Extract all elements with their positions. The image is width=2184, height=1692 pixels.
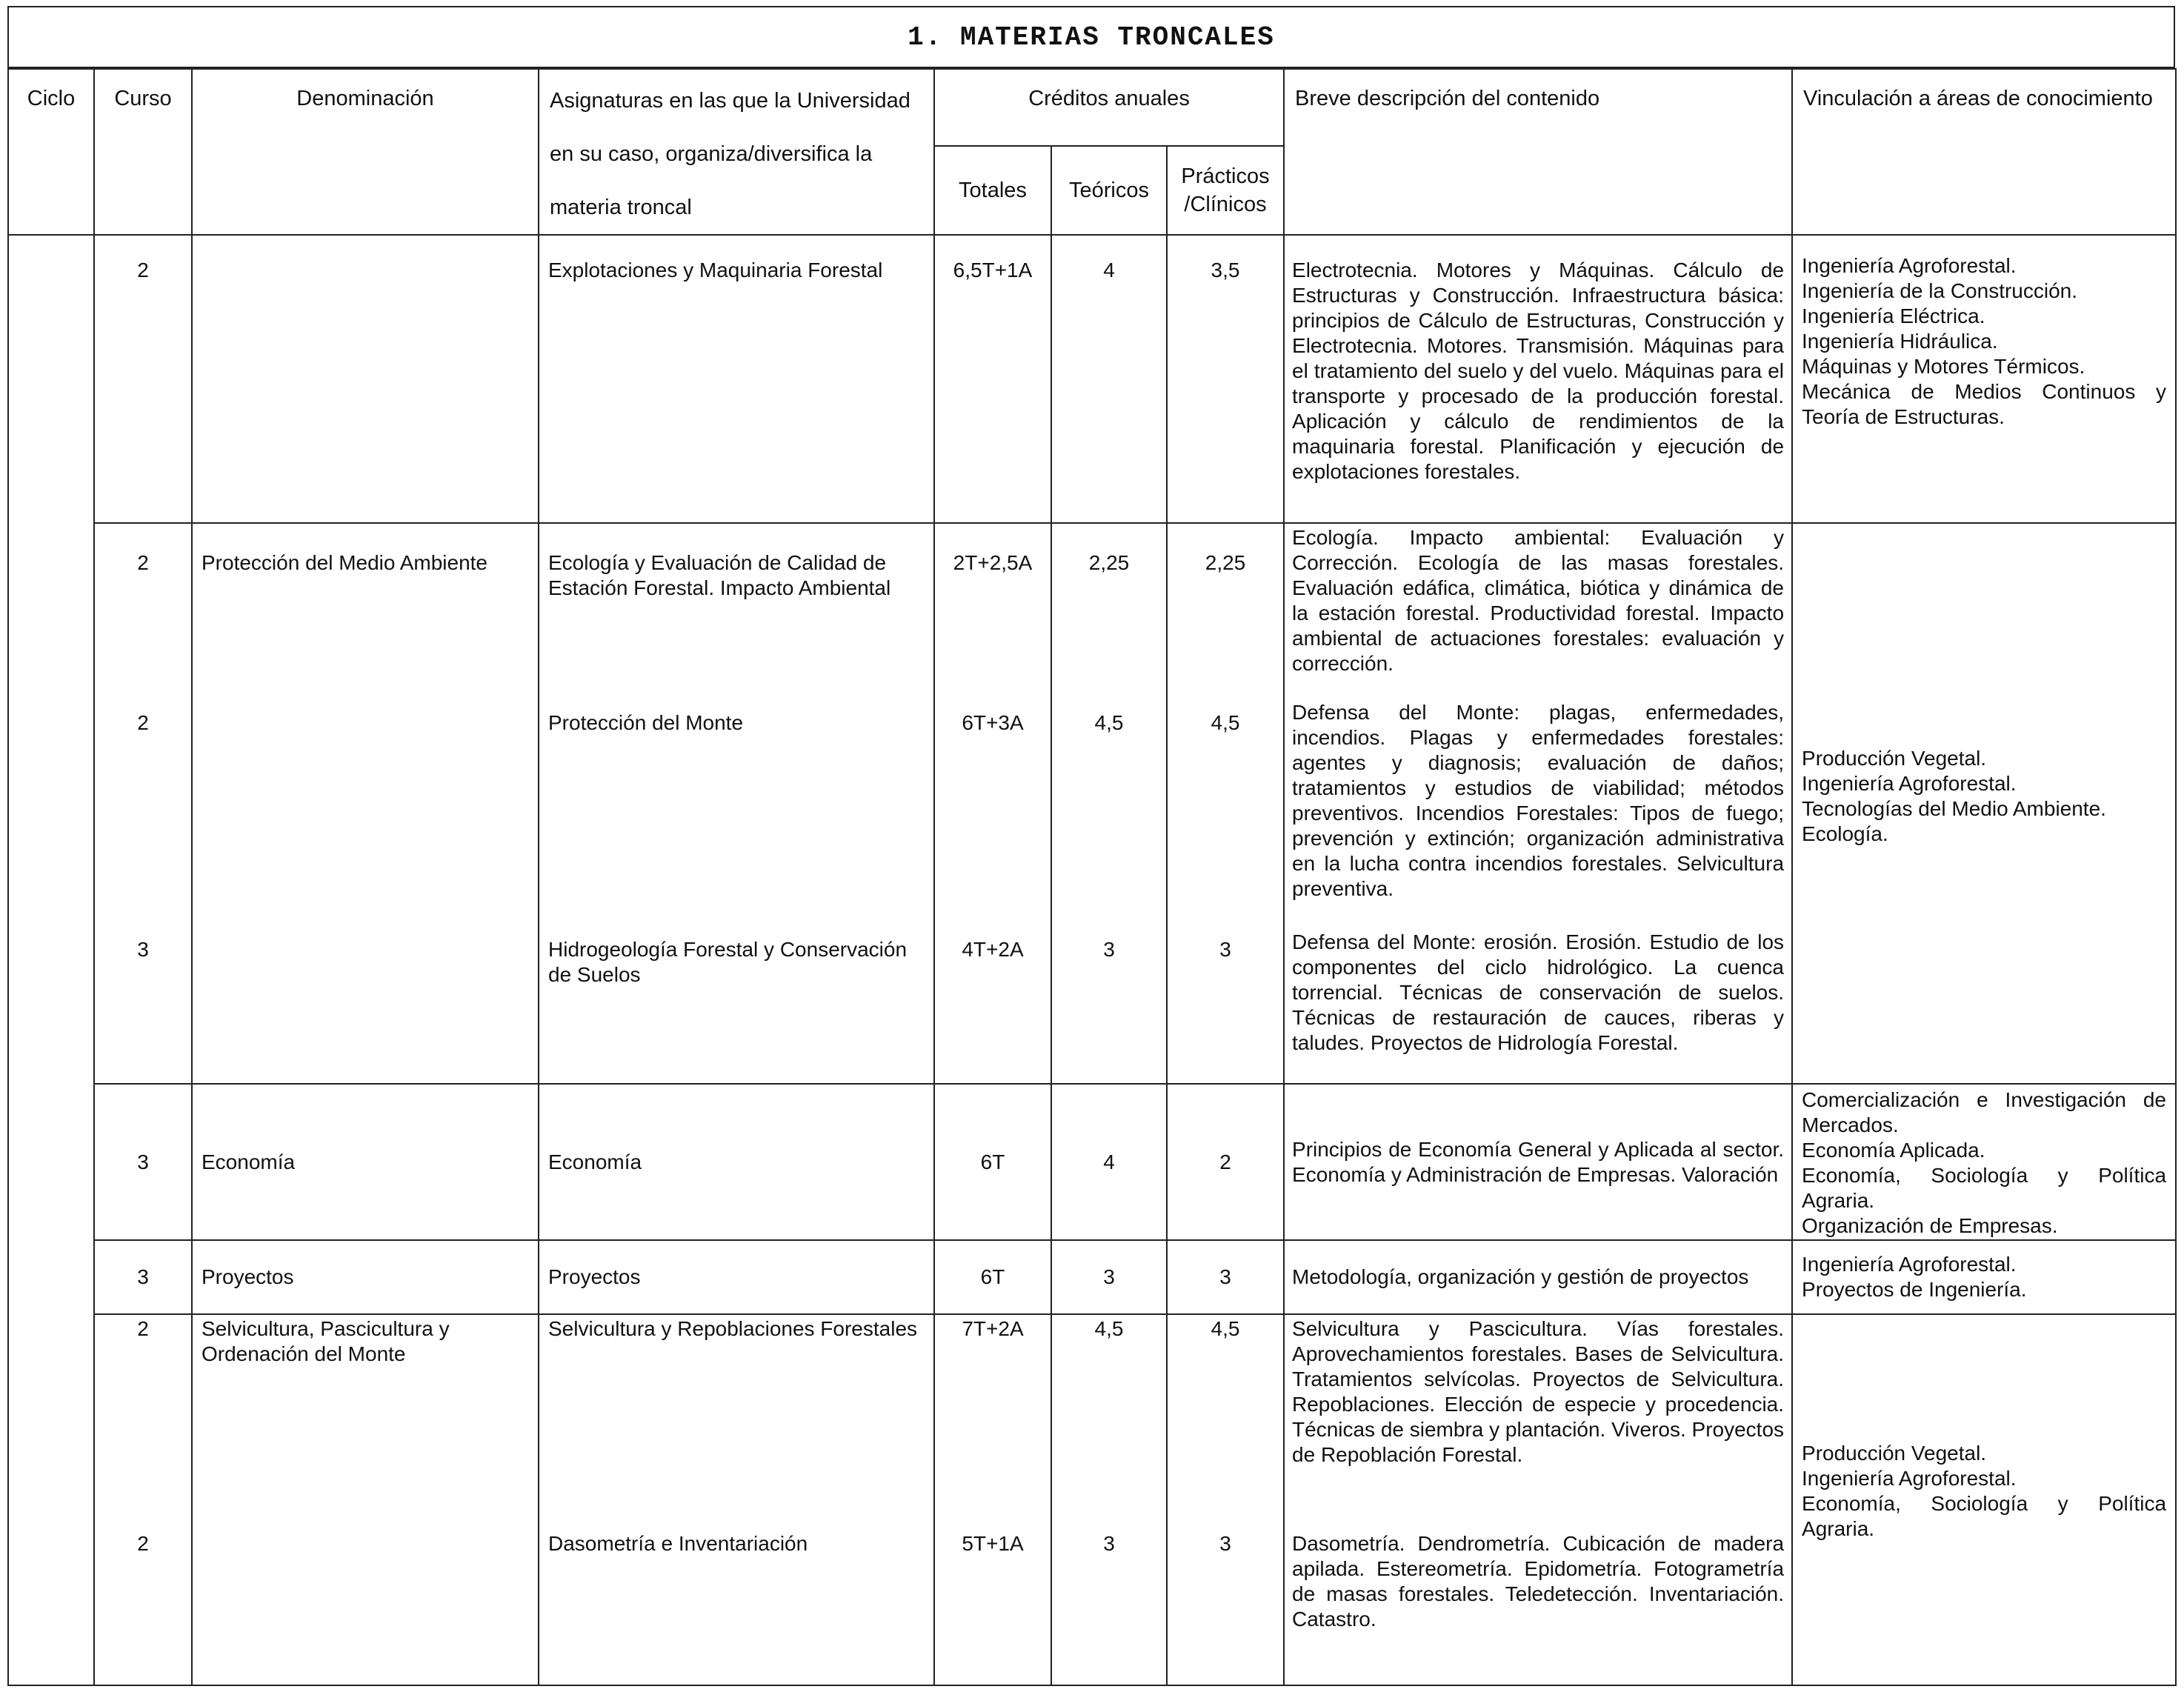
teoricos-value: 4,5 xyxy=(1094,710,1124,734)
descripcion-cell xyxy=(1284,1314,1792,1685)
totales-value: 7T+2A xyxy=(962,1316,1024,1340)
totales-value: 6T xyxy=(980,1265,1005,1288)
descripcion-value: Electrotecnia. Motores y Máquinas. Cálculo de Estructuras y Construcción. Infraestructura básica: principios de Cálculo de Estructuras, Construcción y Electrotecnia. Motores. Transmisión. Máquinas para el tratamiento del suelo y del vuelo. Máquinas para el transporte y procesado de la producción forestal. Aplicación y cálculo de rendimientos de la maquinaria forestal. Planificación y ejecución de explotaciones forestales. xyxy=(1292,259,1785,483)
totales-cell xyxy=(934,523,1051,1085)
denominacion-cell xyxy=(192,235,539,523)
areas-value: Ingeniería Agroforestal. Proyectos de Ingeniería. xyxy=(1802,1252,2027,1301)
descripcion-cell xyxy=(1284,1084,1792,1239)
teoricos-cell xyxy=(1051,523,1167,1085)
asignatura-value: Selvicultura y Repoblaciones Forestales xyxy=(548,1316,918,1340)
areas-cell xyxy=(1792,523,2176,1085)
denominacion-value: Economía xyxy=(202,1150,296,1173)
totales-value: 6T xyxy=(980,1150,1005,1173)
teoricos-value: 3 xyxy=(1103,937,1115,961)
descripcion-value: Defensa del Monte: plagas, enfermedades, incendios. Plagas y enfermedades forestales: agentes y diagnosis; evaluación de daños; tratamientos y estudios de viabilidad; métodos preventivos. Incendios Forestales: Tipos de fuego; prevención y extinción; organización administrativa en la lucha contra incendios forestales. Selvicultura preventiva. xyxy=(1292,700,1785,900)
curso-cell xyxy=(94,235,192,523)
totales-value: 6T+3A xyxy=(962,710,1024,734)
teoricos-value: 3 xyxy=(1103,1265,1115,1288)
totales-value: 2T+2,5A xyxy=(953,550,1033,574)
denominacion-cell xyxy=(192,1084,539,1239)
descripcion-value: Ecología. Impacto ambiental: Evaluación y Corrección. Ecología de las masas forestales. Evaluación edáfica, climática, biótica y dinámica de la estación forestal. Productividad forestal. Impacto ambiental de actuaciones forestales: evaluación y corrección. xyxy=(1292,525,1785,675)
header-teoricos: Teóricos xyxy=(1051,146,1167,235)
header-totales: Totales xyxy=(934,146,1051,235)
descripcion-value: Metodología, organización y gestión de proyectos xyxy=(1292,1265,1749,1288)
table-row xyxy=(8,1314,2176,1685)
teoricos-cell xyxy=(1051,1240,1167,1314)
practicos-value: 2 xyxy=(1219,1150,1231,1173)
teoricos-cell xyxy=(1051,1084,1167,1239)
document-title: 1. MATERIAS TRONCALES xyxy=(908,21,1275,53)
teoricos-value: 4 xyxy=(1103,259,1115,282)
table-row xyxy=(8,1084,2176,1239)
curso-value: 2 xyxy=(137,1531,149,1555)
totales-cell xyxy=(934,1240,1051,1314)
areas-value: Producción Vegetal. Ingeniería Agroforestal. Tecnologías del Medio Ambiente. Ecología. xyxy=(1802,746,2106,845)
asignatura-cell xyxy=(539,1314,934,1685)
header-creditos: Créditos anuales xyxy=(934,69,1284,146)
asignatura-value: Protección del Monte xyxy=(548,710,744,734)
practicos-value: 3 xyxy=(1219,1531,1231,1555)
descripcion-value: Defensa del Monte: erosión. Erosión. Estudio de los componentes del ciclo hidrológico. La cuenca torrencial. Técnicas de conservación de suelos. Técnicas de restauración de cauces, riberas y taludes. Proyectos de Hidrología Forestal. xyxy=(1292,930,1785,1054)
curso-value: 2 xyxy=(137,259,149,282)
denominacion-value: Selvicultura, Pascicultura y Ordenación del Monte xyxy=(202,1316,450,1365)
header-practicos: Prácticos /Clínicos xyxy=(1167,146,1284,235)
descripcion-cell xyxy=(1284,235,1792,523)
curso-value: 2 xyxy=(137,550,149,574)
teoricos-value: 4,5 xyxy=(1094,1316,1124,1340)
header-vinculacion: Vinculación a áreas de conocimiento xyxy=(1792,69,2176,235)
asignatura-cell xyxy=(539,1084,934,1239)
table-row xyxy=(8,1240,2176,1314)
practicos-cell xyxy=(1167,1084,1284,1239)
teoricos-value: 3 xyxy=(1103,1531,1115,1555)
areas-value: Producción Vegetal. Ingeniería Agroforestal. Economía, Sociología y Política Agraria. xyxy=(1802,1441,2167,1540)
curso-value: 3 xyxy=(137,1150,149,1173)
curso-cell xyxy=(94,1084,192,1239)
header-ciclo: Ciclo xyxy=(8,69,94,235)
practicos-value: 2,25 xyxy=(1205,550,1246,574)
document-page xyxy=(7,6,2177,1686)
denominacion-cell xyxy=(192,1314,539,1685)
asignatura-value: Proyectos xyxy=(548,1265,641,1288)
areas-cell xyxy=(1792,1240,2176,1314)
totales-value: 4T+2A xyxy=(962,937,1024,961)
denominacion-cell xyxy=(192,523,539,1085)
asignatura-value: Explotaciones y Maquinaria Forestal xyxy=(548,259,883,282)
teoricos-value: 2,25 xyxy=(1088,550,1130,574)
asignatura-value: Hidrogeología Forestal y Conservación de Suelos xyxy=(548,937,908,986)
descripcion-cell xyxy=(1284,523,1792,1085)
descripcion-value: Dasometría. Dendrometría. Cubicación de madera apilada. Estereometría. Epidometría. Fotogrametría de masas forestales. Teledetección. Inventariación. Catastro. xyxy=(1292,1531,1785,1631)
materias-table xyxy=(7,68,2177,1686)
practicos-cell xyxy=(1167,1240,1284,1314)
practicos-value: 4,5 xyxy=(1211,1316,1240,1340)
practicos-value: 3 xyxy=(1219,937,1231,961)
curso-cell xyxy=(94,1314,192,1685)
asignatura-value: Economía xyxy=(548,1150,642,1173)
descripcion-value: Principios de Economía General y Aplicada al sector. Economía y Administración de Empresas. Valoración xyxy=(1292,1137,1785,1186)
areas-cell xyxy=(1792,1314,2176,1685)
table-row xyxy=(8,523,2176,1085)
table-row xyxy=(8,235,2176,523)
header-descripcion: Breve descripción del contenido xyxy=(1284,69,1792,235)
totales-value: 6,5T+1A xyxy=(953,259,1033,282)
curso-cell xyxy=(94,1240,192,1314)
asignatura-cell xyxy=(539,1240,934,1314)
practicos-value: 3 xyxy=(1219,1265,1231,1288)
totales-cell xyxy=(934,235,1051,523)
areas-cell xyxy=(1792,1084,2176,1239)
practicos-cell xyxy=(1167,523,1284,1085)
areas-value: Comercialización e Investigación de Mercados. Economía Aplicada. Economía, Sociología y Política Agraria. Organización de Empresas. xyxy=(1802,1088,2167,1238)
asignatura-value: Dasometría e Inventariación xyxy=(548,1531,808,1555)
descripcion-value: Selvicultura y Pascicultura. Vías forestales. Aprovechamientos forestales. Bases de Selvicultura. Tratamientos selvícolas. Proyectos de Selvicultura. Repoblaciones. Elección de especie y procedencia. Técnicas de siembra y plantación. Viveros. Proyectos de Repoblación Forestal. xyxy=(1292,1316,1785,1466)
totales-cell xyxy=(934,1084,1051,1239)
asignatura-cell xyxy=(539,523,934,1085)
practicos-value: 3,5 xyxy=(1211,259,1240,282)
teoricos-value: 4 xyxy=(1103,1150,1115,1173)
title-box xyxy=(7,6,2175,68)
asignatura-cell xyxy=(539,235,934,523)
areas-value: Ingeniería Agroforestal. Ingeniería de la Construcción. Ingeniería Eléctrica. Ingeniería Hidráulica. Máquinas y Motores Térmicos. Mecánica de Medios Continuos y Teoría de Estructuras. xyxy=(1802,254,2167,428)
curso-cell xyxy=(94,523,192,1085)
descripcion-cell xyxy=(1284,1240,1792,1314)
totales-value: 5T+1A xyxy=(962,1531,1024,1555)
curso-value: 2 xyxy=(137,710,149,734)
header-denominacion: Denominación xyxy=(192,69,539,235)
teoricos-cell xyxy=(1051,1314,1167,1685)
curso-value: 3 xyxy=(137,937,149,961)
header-asignaturas: Asignaturas en las que la Universidad en su caso, organiza/diversifica la materia troncal xyxy=(539,69,934,235)
header-curso: Curso xyxy=(94,69,192,235)
totales-cell xyxy=(934,1314,1051,1685)
teoricos-cell xyxy=(1051,235,1167,523)
denominacion-value: Proyectos xyxy=(202,1265,294,1288)
practicos-value: 4,5 xyxy=(1211,710,1240,734)
areas-cell xyxy=(1792,235,2176,523)
curso-value: 2 xyxy=(137,1316,149,1340)
ciclo-cell xyxy=(8,235,94,1685)
curso-value: 3 xyxy=(137,1265,149,1288)
asignatura-value: Ecología y Evaluación de Calidad de Estación Forestal. Impacto Ambiental xyxy=(548,550,891,599)
denominacion-value: Protección del Medio Ambiente xyxy=(202,550,487,574)
practicos-cell xyxy=(1167,235,1284,523)
practicos-cell xyxy=(1167,1314,1284,1685)
denominacion-cell xyxy=(192,1240,539,1314)
